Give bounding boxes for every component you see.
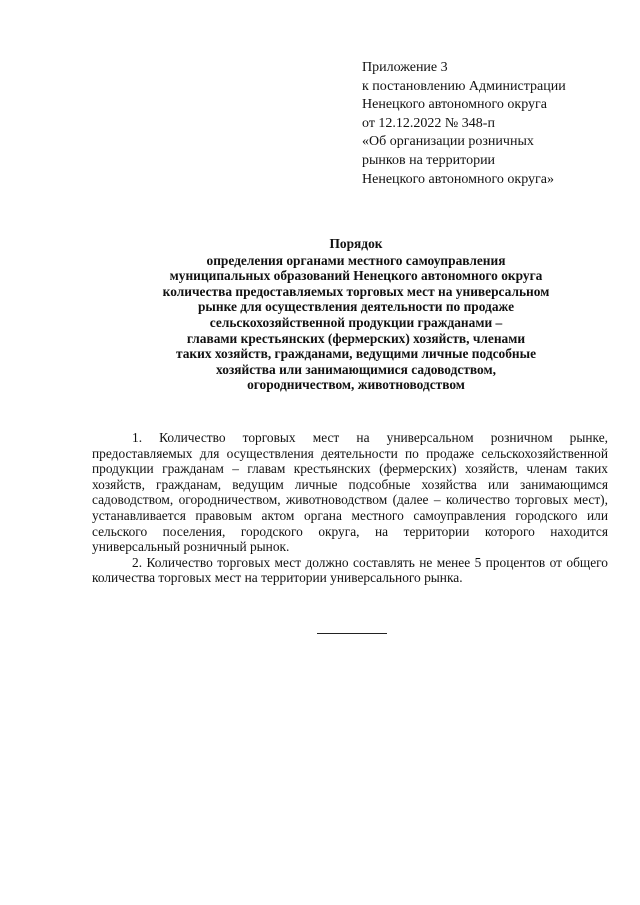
heading-line: рынке для осуществления деятельности по продаже [197, 299, 515, 315]
end-divider [317, 633, 387, 634]
document-heading [60, 236, 640, 393]
appendix-line: к постановлению Администрации [362, 78, 566, 94]
appendix-line: рынков на территории [362, 152, 496, 168]
heading-line: муниципальных образований Ненецкого автономного округа [169, 268, 543, 284]
heading-line: таких хозяйств, гражданами, ведущими личные подсобные [175, 346, 537, 362]
appendix-line: Ненецкого автономного округа» [362, 171, 554, 187]
heading-line: главами крестьянских (фермерских) хозяйств, членами [186, 330, 526, 346]
heading-line: определения органами местного самоуправления [206, 252, 506, 268]
appendix-line: «Об организации розничных [362, 134, 534, 150]
heading-line: огородничеством, животноводством [247, 377, 465, 393]
appendix-line: Ненецкого автономного округа [362, 97, 547, 113]
appendix-block [362, 59, 632, 189]
document-body [92, 430, 608, 586]
paragraph-2: 2. Количество торговых мест должно составлять не менее 5 процентов от общего количества торговых мест на территории универсального рынка. [92, 554, 608, 586]
paragraph-1: 1. Количество торговых мест на универсальном розничном рынке, предоставляемых для осуществления деятельности по продаже сельскохозяйственной продукции гражданам – главам крестьянских (фермерских) хозяйств, членам таких хозяйств, гражданам, ведущим личные подсобные хозяйства или занимающимся садоводством, огородничеством, животноводством (далее – количество торговых мест), устанавливается правовым актом органа местного самоуправления городского или сельского поселения, городского округа, на территории которого находится универсальный розничный рынок. [92, 430, 608, 555]
heading-line: хозяйства или занимающимися садоводством, [216, 361, 496, 377]
appendix-line: Приложение 3 [362, 60, 448, 75]
appendix-line: от 12.12.2022 № 348-п [362, 115, 495, 131]
heading-line: количества предоставляемых торговых мест на универсальном [162, 283, 550, 299]
document-title: Порядок [329, 236, 383, 251]
heading-line: сельскохозяйственной продукции гражданами – [209, 314, 503, 330]
